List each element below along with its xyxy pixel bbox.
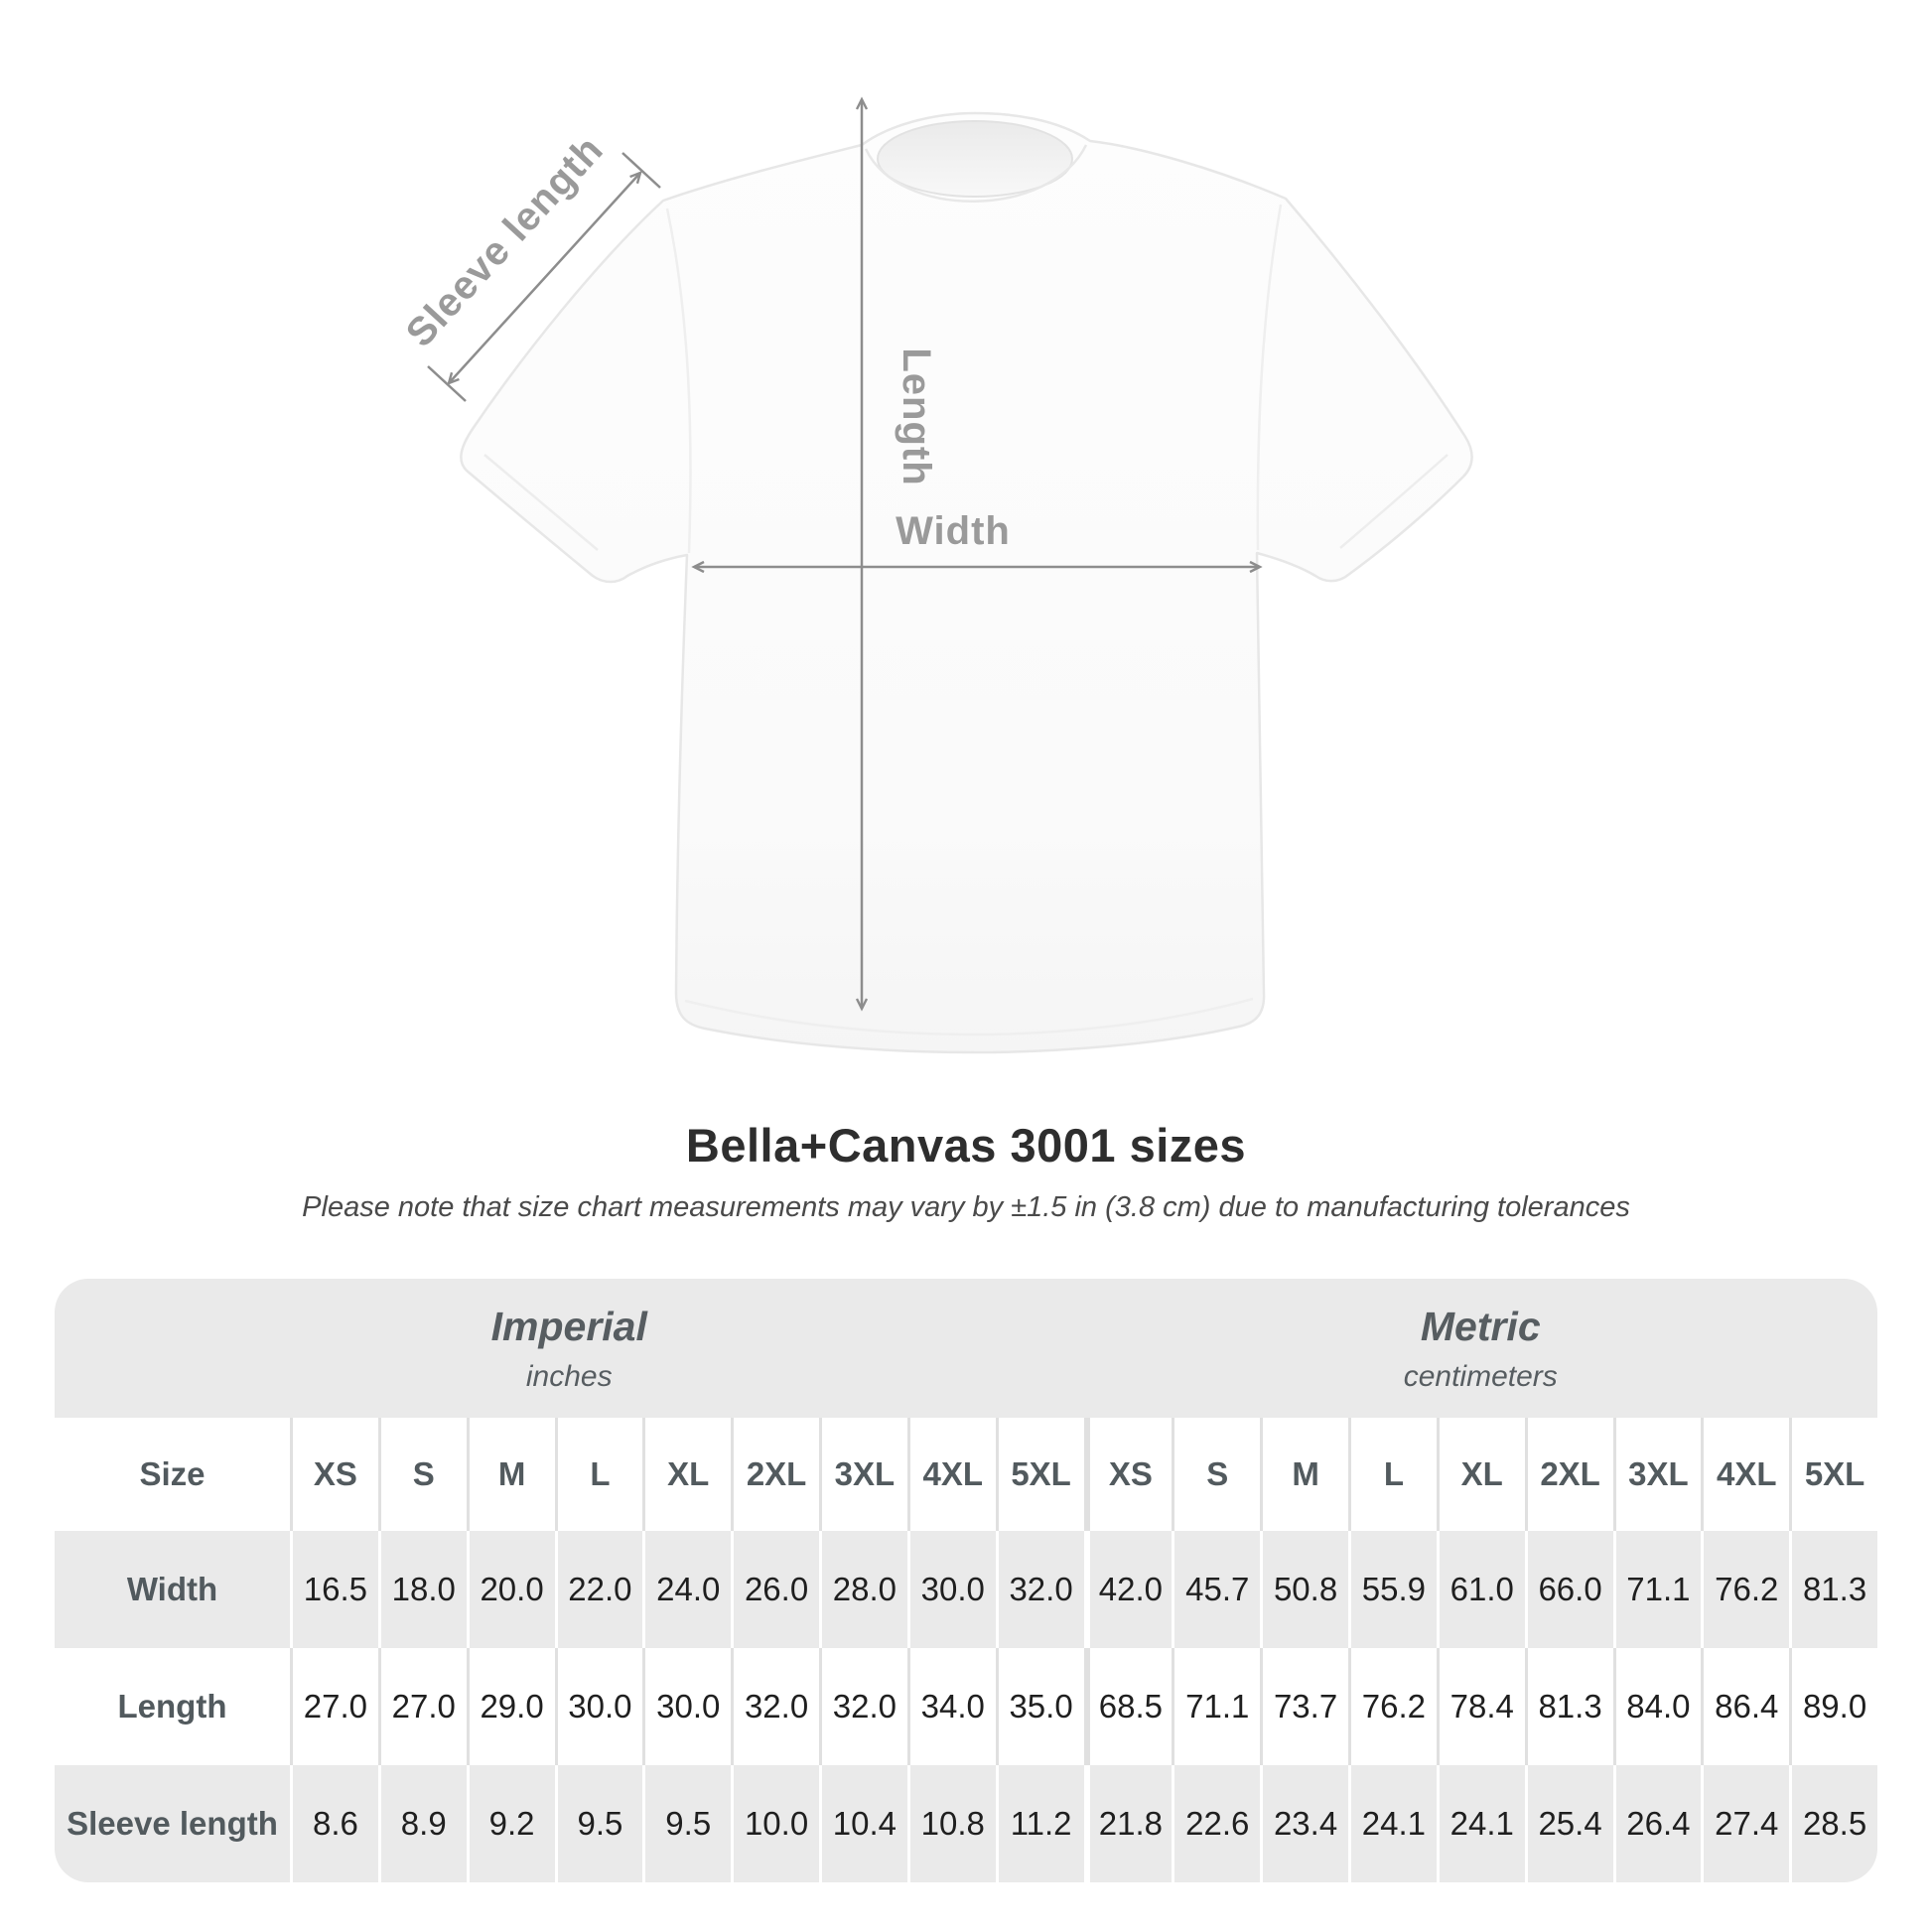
size-col-header: XS [1084,1418,1173,1531]
size-col-header: L [1348,1418,1437,1531]
row-label: Width [55,1531,290,1648]
cell-value: 10.0 [731,1765,819,1882]
cell-value: 35.0 [996,1648,1084,1765]
size-col-header: 5XL [1789,1418,1877,1531]
cell-value: 78.4 [1437,1648,1525,1765]
size-col-header: 4XL [907,1418,996,1531]
cell-value: 26.0 [731,1531,819,1648]
cell-value: 32.0 [996,1531,1084,1648]
cell-value: 10.8 [907,1765,996,1882]
size-col-header: 2XL [1525,1418,1613,1531]
imperial-sublabel: inches [525,1359,613,1393]
cell-value: 9.5 [642,1765,731,1882]
cell-value: 11.2 [996,1765,1084,1882]
size-col-header: L [555,1418,643,1531]
sleeve-length-label: Sleeve length [397,127,613,355]
cell-value: 25.4 [1525,1765,1613,1882]
cell-value: 84.0 [1613,1648,1702,1765]
metric-label: Metric [1420,1303,1541,1349]
row-label: Length [55,1648,290,1765]
row-label: Sleeve length [55,1765,290,1882]
metric-sublabel: centimeters [1403,1359,1558,1393]
cell-value: 76.2 [1348,1648,1437,1765]
cell-value: 89.0 [1789,1648,1877,1765]
width-label: Width [896,509,1011,553]
cell-value: 18.0 [378,1531,467,1648]
size-table [55,1279,1877,1882]
length-label: Length [895,347,938,486]
tshirt-shape [461,113,1471,1052]
size-col-header: XL [642,1418,731,1531]
cell-value: 24.1 [1348,1765,1437,1882]
cell-value: 81.3 [1525,1648,1613,1765]
cell-value: 8.9 [378,1765,467,1882]
cell-value: 71.1 [1613,1531,1702,1648]
page-title: Bella+Canvas 3001 sizes [685,1119,1247,1172]
cell-value: 20.0 [467,1531,555,1648]
cell-value: 28.5 [1789,1765,1877,1882]
cell-value: 71.1 [1172,1648,1260,1765]
imperial-unit-header [55,1279,1084,1418]
cell-value: 30.0 [555,1648,643,1765]
cell-value: 32.0 [731,1648,819,1765]
cell-value: 22.6 [1172,1765,1260,1882]
size-col-header: 3XL [1613,1418,1702,1531]
cell-value: 68.5 [1084,1648,1173,1765]
cell-value: 66.0 [1525,1531,1613,1648]
page-subtitle: Please note that size chart measurements may vary by ±1.5 in (3.8 cm) due to manufacturing tolerances [302,1191,1630,1223]
cell-value: 22.0 [555,1531,643,1648]
cell-value: 10.4 [819,1765,907,1882]
size-col-header: XS [290,1418,378,1531]
cell-value: 23.4 [1260,1765,1348,1882]
cell-value: 81.3 [1789,1531,1877,1648]
metric-unit-header [1084,1279,1878,1418]
imperial-label: Imperial [490,1303,647,1349]
size-col-header: S [1172,1418,1260,1531]
cell-value: 42.0 [1084,1531,1173,1648]
cell-value: 16.5 [290,1531,378,1648]
size-column-title: Size [55,1418,290,1531]
cell-value: 45.7 [1172,1531,1260,1648]
size-col-header: XL [1437,1418,1525,1531]
cell-value: 9.2 [467,1765,555,1882]
size-col-header: 4XL [1701,1418,1789,1531]
cell-value: 55.9 [1348,1531,1437,1648]
cell-value: 34.0 [907,1648,996,1765]
size-col-header: M [1260,1418,1348,1531]
size-col-header: 5XL [996,1418,1084,1531]
cell-value: 50.8 [1260,1531,1348,1648]
cell-value: 28.0 [819,1531,907,1648]
cell-value: 30.0 [642,1648,731,1765]
cell-value: 24.0 [642,1531,731,1648]
cell-value: 27.0 [290,1648,378,1765]
cell-value: 27.4 [1701,1765,1789,1882]
cell-value: 76.2 [1701,1531,1789,1648]
tshirt-diagram [347,60,1588,1112]
cell-value: 21.8 [1084,1765,1173,1882]
cell-value: 30.0 [907,1531,996,1648]
cell-value: 73.7 [1260,1648,1348,1765]
size-col-header: S [378,1418,467,1531]
cell-value: 24.1 [1437,1765,1525,1882]
cell-value: 8.6 [290,1765,378,1882]
sleeve-tick-top [622,153,660,188]
cell-value: 61.0 [1437,1531,1525,1648]
cell-value: 27.0 [378,1648,467,1765]
cell-value: 26.4 [1613,1765,1702,1882]
cell-value: 9.5 [555,1765,643,1882]
cell-value: 86.4 [1701,1648,1789,1765]
cell-value: 32.0 [819,1648,907,1765]
size-col-header: M [467,1418,555,1531]
size-col-header: 2XL [731,1418,819,1531]
size-col-header: 3XL [819,1418,907,1531]
cell-value: 29.0 [467,1648,555,1765]
